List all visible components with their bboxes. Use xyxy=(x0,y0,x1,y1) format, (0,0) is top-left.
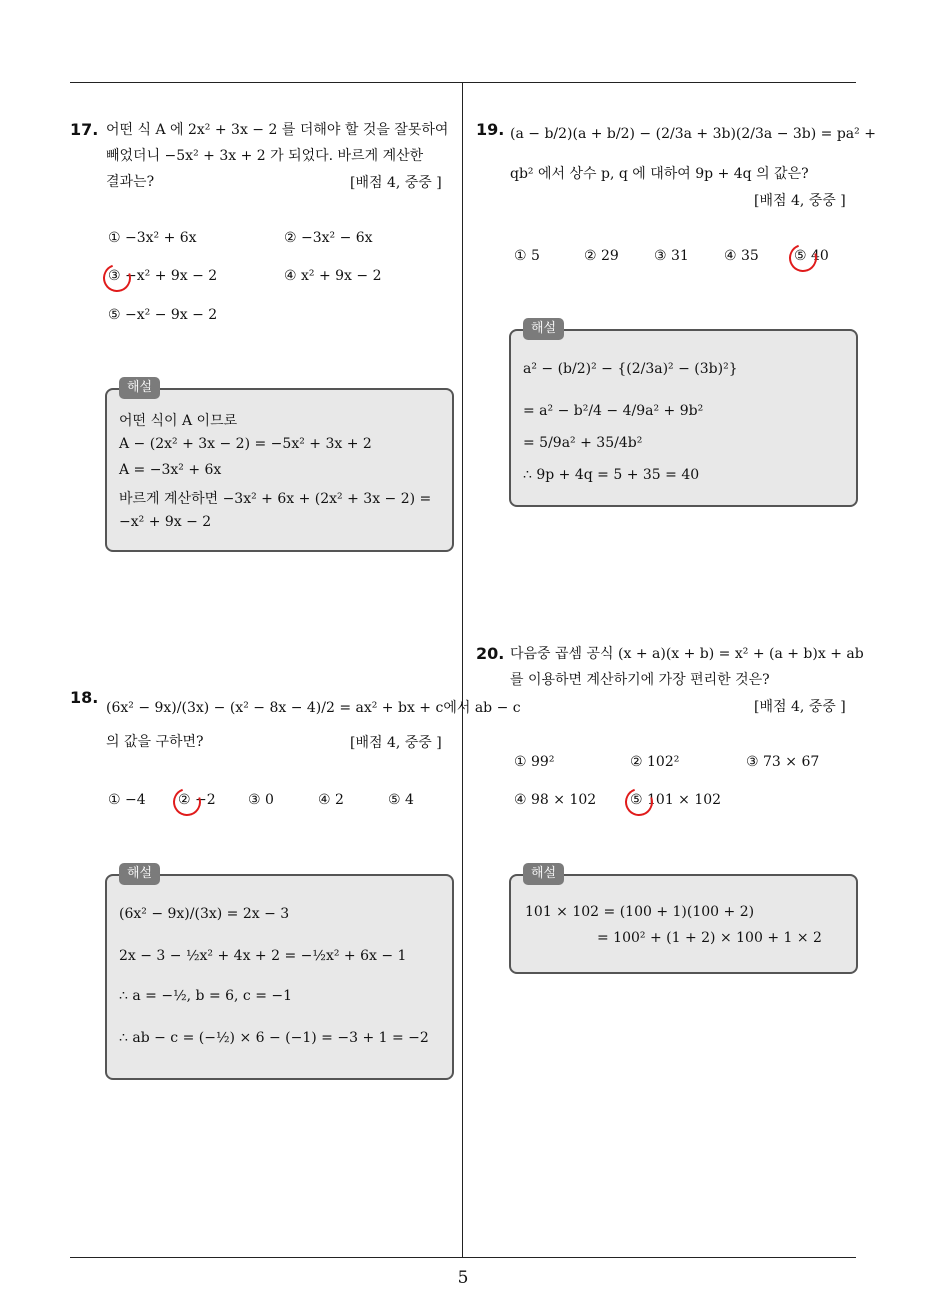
problem-number: 20. xyxy=(476,644,505,663)
problem-number: 17. xyxy=(70,120,99,139)
answer-circle-mark xyxy=(784,239,821,276)
answer-circle-mark xyxy=(98,259,135,296)
answer-circle-mark xyxy=(620,783,657,820)
choice-4[interactable]: ④ 98 × 102 xyxy=(514,792,597,808)
solution-label: 해설 xyxy=(119,377,160,399)
solution-line: = 100² + (1 + 2) × 100 + 1 × 2 xyxy=(597,930,822,946)
solution-line: −x² + 9x − 2 xyxy=(119,514,212,530)
question-line: (a − b/2)(a + b/2) − (2/3a + 3b)(2/3a − 3b) = pa² + xyxy=(510,126,876,142)
page-number: 5 xyxy=(457,1268,469,1288)
choice-5[interactable]: ⑤ −x² − 9x − 2 xyxy=(108,307,218,323)
solution-line: ∴ ab − c = (−½) × 6 − (−1) = −3 + 1 = −2 xyxy=(119,1030,429,1046)
problem-19 xyxy=(476,120,876,520)
score-difficulty: [배점 4, 중중 ] xyxy=(350,735,442,751)
score-difficulty: [배점 4, 중중 ] xyxy=(754,193,846,209)
question-line: 를 이용하면 계산하기에 가장 편리한 것은? xyxy=(510,672,770,688)
question-line: 의 값을 구하면? xyxy=(106,734,204,750)
solution-line: = a² − b²/4 − 4/9a² + 9b² xyxy=(523,403,704,419)
solution-line: ∴ 9p + 4q = 5 + 35 = 40 xyxy=(523,467,700,483)
problem-number: 18. xyxy=(70,688,99,707)
solution-label: 해설 xyxy=(119,863,160,885)
solution-line: ∴ a = −½, b = 6, c = −1 xyxy=(119,988,293,1004)
question-line: 빼었더니 −5x² + 3x + 2 가 되었다. 바르게 계산한 xyxy=(106,148,424,164)
top-rule xyxy=(70,82,856,83)
solution-box xyxy=(509,321,858,507)
column-divider xyxy=(462,83,463,1257)
solution-box xyxy=(509,866,858,974)
choice-5[interactable]: ⑤ 40 xyxy=(794,248,829,264)
choice-5[interactable]: ⑤ 4 xyxy=(388,792,414,808)
choice-3[interactable]: ③ 31 xyxy=(654,248,689,264)
choice-3[interactable]: ③ 0 xyxy=(248,792,274,808)
solution-line: = 5/9a² + 35/4b² xyxy=(523,435,643,451)
score-difficulty: [배점 4, 중중 ] xyxy=(754,699,846,715)
solution-label: 해설 xyxy=(523,318,564,340)
answer-circle-mark xyxy=(168,783,205,820)
choice-2[interactable]: ② 102² xyxy=(630,754,680,770)
bottom-rule xyxy=(70,1257,856,1258)
solution-label: 해설 xyxy=(523,863,564,885)
score-difficulty: [배점 4, 중중 ] xyxy=(350,175,442,191)
question-line: 다음중 곱셈 공식 (x + a)(x + b) = x² + (a + b)x + ab xyxy=(510,646,864,662)
choice-2[interactable]: ② −2 xyxy=(178,792,216,808)
choice-1[interactable]: ① −4 xyxy=(108,792,146,808)
choice-1[interactable]: ① 5 xyxy=(514,248,540,264)
choice-1[interactable]: ① −3x² + 6x xyxy=(108,230,197,246)
solution-line: 101 × 102 = (100 + 1)(100 + 2) xyxy=(525,904,755,920)
choice-5[interactable]: ⑤ 101 × 102 xyxy=(630,792,721,808)
question-line: 결과는? xyxy=(106,174,155,190)
problem-17 xyxy=(70,120,460,560)
problem-20 xyxy=(476,644,866,984)
choice-4[interactable]: ④ 2 xyxy=(318,792,344,808)
solution-line: A − (2x² + 3x − 2) = −5x² + 3x + 2 xyxy=(119,436,372,452)
solution-line: 바르게 계산하면 −3x² + 6x + (2x² + 3x − 2) = xyxy=(119,491,432,507)
solution-line: 어떤 식이 A 이므로 xyxy=(119,413,238,429)
solution-box xyxy=(105,866,454,1080)
question-line: 어떤 식 A 에 2x² + 3x − 2 를 더해야 할 것을 잘못하여 xyxy=(106,122,449,138)
solution-box xyxy=(105,380,454,552)
solution-line: a² − (b/2)² − {(2/3a)² − (3b)²} xyxy=(523,361,738,377)
choice-3[interactable]: ③ 73 × 67 xyxy=(746,754,820,770)
choice-4[interactable]: ④ 35 xyxy=(724,248,759,264)
question-line: qb² 에서 상수 p, q 에 대하여 9p + 4q 의 값은? xyxy=(510,166,809,182)
choice-2[interactable]: ② 29 xyxy=(584,248,619,264)
solution-line: (6x² − 9x)/(3x) = 2x − 3 xyxy=(119,906,290,922)
solution-line: 2x − 3 − ½x² + 4x + 2 = −½x² + 6x − 1 xyxy=(119,948,407,964)
problem-number: 19. xyxy=(476,120,505,139)
choice-4[interactable]: ④ x² + 9x − 2 xyxy=(284,268,382,284)
question-line: (6x² − 9x)/(3x) − (x² − 8x − 4)/2 = ax² + bx + c에서 ab − c xyxy=(106,700,521,716)
choice-2[interactable]: ② −3x² − 6x xyxy=(284,230,373,246)
solution-line: A = −3x² + 6x xyxy=(119,462,222,478)
choice-1[interactable]: ① 99² xyxy=(514,754,555,770)
problem-18 xyxy=(70,688,521,1088)
choice-3[interactable]: ③ −x² + 9x − 2 xyxy=(108,268,217,284)
